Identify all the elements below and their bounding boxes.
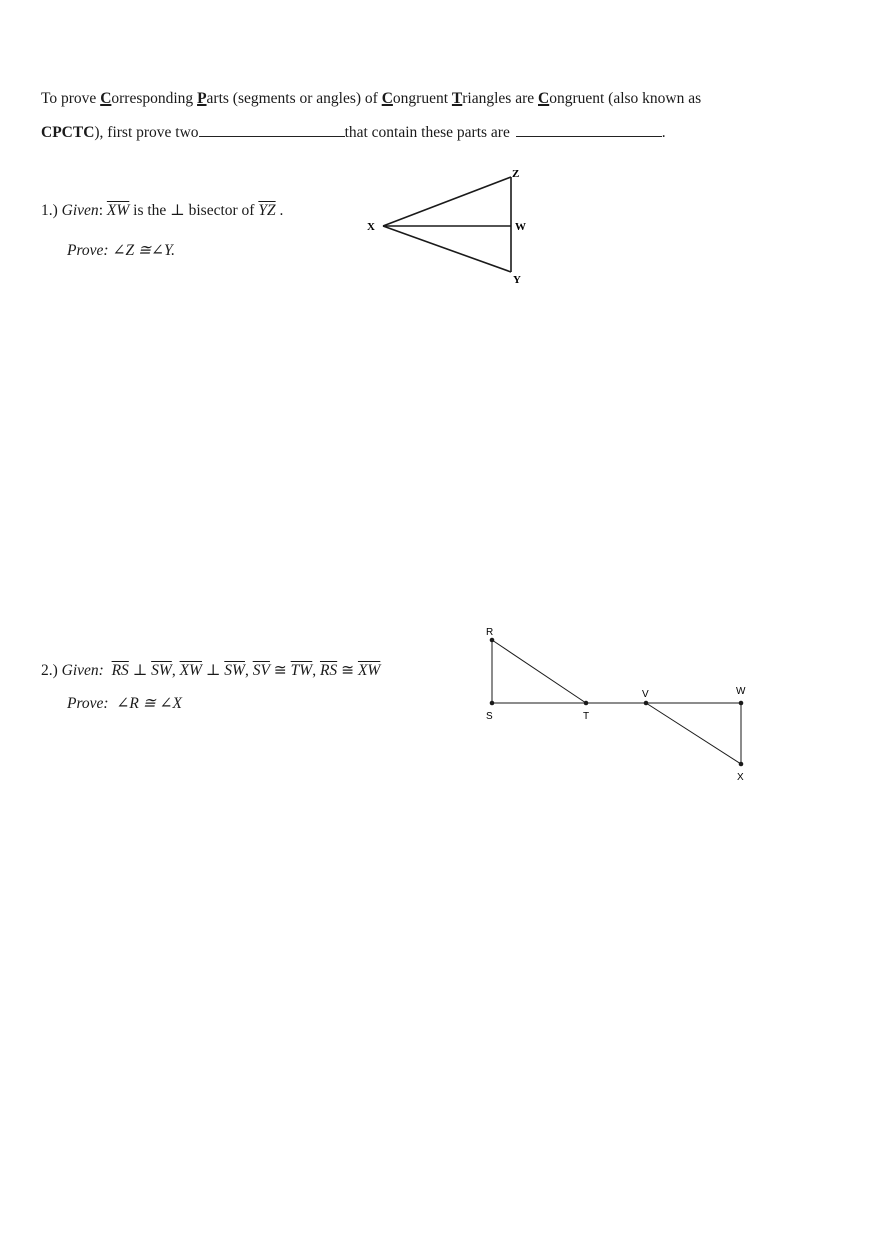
acronym-letter-c: C: [100, 90, 112, 107]
segment-sw: $\overline{SW}$: [151, 662, 172, 679]
comma: ,: [244, 662, 249, 679]
perp-symbol: ⊥: [205, 662, 221, 679]
segment-rs: $\overline{RS}$: [319, 662, 338, 679]
acronym-letter-t: T: [451, 90, 463, 107]
problem-number: 1.): [41, 202, 58, 219]
prove-label: Prove:: [67, 242, 109, 259]
label-x: X: [367, 221, 375, 233]
segment-rs: $\overline{RS}$: [111, 662, 129, 679]
point-v: [644, 701, 649, 706]
segment-sw: $\overline{SW}$: [224, 662, 245, 679]
intro-text: riangles are: [462, 90, 538, 107]
given-text: is the ⊥ bisector of: [129, 202, 259, 219]
congruent-symbol: ≅: [273, 662, 287, 679]
segment-xw: $\overline{XW}$: [357, 662, 381, 679]
intro-text: that contain these parts are: [344, 124, 510, 141]
problem-number: 2.): [41, 662, 58, 679]
point-r: [490, 638, 495, 643]
segment-xz: [383, 177, 511, 226]
diagram-1-triangle: [383, 177, 511, 272]
point-x: [739, 762, 744, 767]
prove-label: Prove:: [67, 695, 109, 712]
intro-text: arts (segments or angles) of: [206, 90, 382, 107]
segment-tw: $\overline{TW}$: [290, 662, 313, 679]
label-y: Y: [513, 274, 521, 286]
label-v: V: [642, 689, 649, 700]
problem-1-given: 1.) Given: $\overline{XW}$ is the ⊥ bisector of $\overline{YZ}$ .: [41, 202, 284, 219]
segment-xy: [383, 226, 511, 272]
acronym-cpctc: CPCTC: [41, 124, 95, 141]
prove-statement: ∠Z ≅∠Y.: [112, 242, 176, 259]
intro-text: orresponding: [111, 90, 198, 107]
acronym-letter-c: C: [538, 90, 550, 107]
comma: ,: [312, 662, 317, 679]
intro-text: .: [661, 124, 666, 141]
label-x: X: [737, 772, 744, 783]
diagram-2-points: [490, 638, 744, 767]
intro-text: ), first prove two: [94, 124, 199, 141]
acronym-letter-c: C: [381, 90, 393, 107]
label-s: S: [486, 711, 493, 722]
intro-text: To prove: [41, 90, 101, 107]
prove-statement: ∠R ≅ ∠X: [116, 695, 183, 712]
point-s: [490, 701, 495, 706]
intro-text: ongruent: [392, 90, 452, 107]
given-label: Given: [61, 202, 99, 219]
intro-text: ongruent (also known as: [549, 90, 702, 107]
segment-yz: $\overline{YZ}$: [258, 202, 276, 219]
diagram-2-triangles: [492, 640, 741, 764]
congruent-symbol: ≅: [341, 662, 355, 679]
perp-symbol: ⊥: [132, 662, 148, 679]
acronym-letter-p: P: [197, 90, 207, 107]
given-label: Given:: [61, 662, 104, 679]
segment-xw: $\overline{XW}$: [106, 202, 130, 219]
label-w: W: [515, 221, 526, 233]
point-w: [739, 701, 744, 706]
segment-sv: $\overline{SV}$: [252, 662, 270, 679]
segment-rt: [492, 640, 586, 703]
segment-vx: [646, 703, 741, 764]
point-t: [584, 701, 589, 706]
comma: ,: [171, 662, 176, 679]
label-r: R: [486, 627, 494, 638]
given-text: .: [275, 202, 284, 219]
label-z: Z: [512, 168, 520, 180]
label-t: T: [583, 711, 590, 722]
segment-xw: $\overline{XW}$: [179, 662, 202, 679]
label-w: W: [736, 686, 746, 697]
